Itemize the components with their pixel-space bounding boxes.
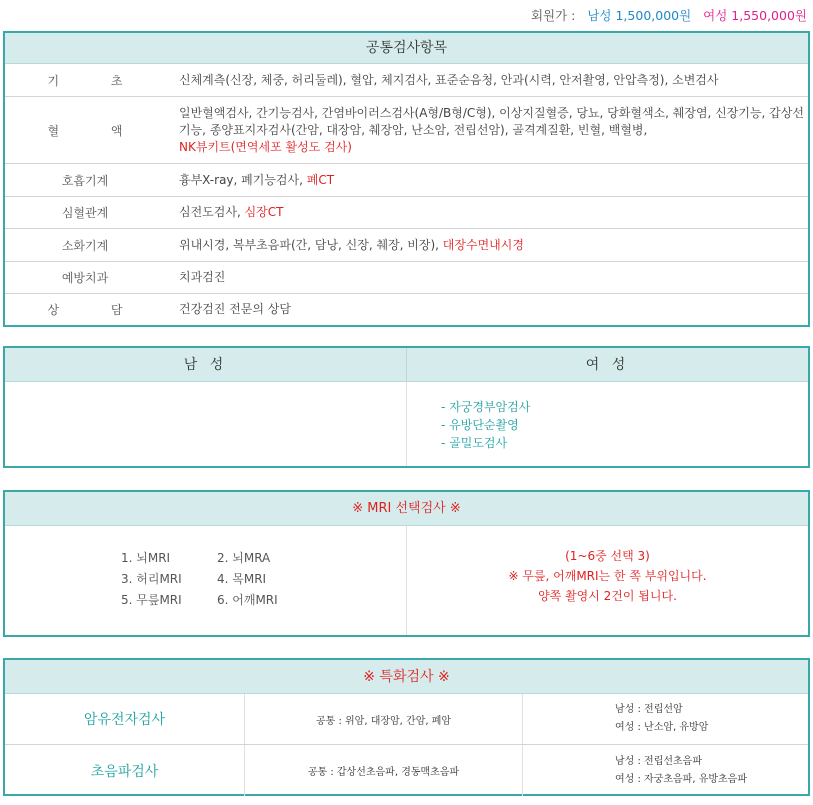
row-text: 위내시경, 복부초음파(간, 담낭, 신장, 췌장, 비장), [179, 237, 443, 252]
mri-title: ※ MRI 선택검사 ※ [5, 492, 808, 526]
table-row [5, 229, 808, 262]
row-text: 일반혈액검사, 간기능검사, 간염바이러스검사(A형/B형/C형), 이상지질혈증, 당뇨, 당화혈색소, 췌장염, 신장기능, 갑상선기능, 종양표지자검사(간암, 대장암, 췌장암, 난소암, 전립선암), 골격계질환, 빈혈, 백혈병, [179, 105, 804, 137]
list-item: - 자궁경부암검사 [441, 400, 531, 414]
list-item: 6. 어깨MRI [217, 593, 278, 607]
special-male: 남성 : 전립선암 [615, 704, 683, 715]
mri-notes [407, 526, 808, 606]
row-value [165, 72, 808, 89]
member-price [531, 6, 807, 24]
female-header: 여 성 [585, 357, 630, 373]
table-row [5, 262, 808, 294]
price-label: 회원가 : [530, 8, 576, 23]
list-item: 4. 목MRI [217, 572, 267, 586]
list-item: - 골밀도검사 [441, 436, 508, 450]
gender-header-row [5, 348, 808, 382]
mri-note: (1~6중 선택 3) [565, 549, 650, 563]
mri-list [5, 526, 406, 609]
row-label: 예방치과 [61, 271, 109, 285]
row-text: 치과검진 [179, 270, 226, 284]
mri-options-table [3, 490, 810, 637]
common-tests-title: 공통검사항목 [5, 33, 808, 64]
row-label: 혈 액 [47, 123, 147, 138]
row-label: 소화기계 [61, 238, 109, 253]
mri-note: ※ 무릎, 어깨MRI는 한 쪽 부위입니다. [508, 569, 707, 583]
mri-note: 양쪽 촬영시 2건이 됩니다. [538, 589, 677, 603]
row-text: 심전도검사, [179, 205, 245, 219]
row-highlight: 심장CT [244, 205, 284, 219]
row-highlight: 대장수면내시경 [442, 237, 524, 252]
mri-body [5, 526, 808, 635]
mri-list-column [5, 526, 407, 635]
special-test-name: 암유전자검사 [5, 694, 245, 744]
male-column [5, 382, 407, 466]
row-label: 심혈관계 [61, 206, 109, 220]
table-row [5, 164, 808, 197]
row-text: 흉부X-ray, 폐기능검사, [179, 172, 307, 187]
special-gender-specific [523, 694, 808, 744]
special-female: 여성 : 난소암, 유방암 [615, 722, 709, 733]
female-price: 여성 1,550,000원 [703, 8, 807, 23]
row-text: 건강검진 전문의 상담 [179, 302, 291, 316]
row-value [165, 237, 808, 254]
special-male: 남성 : 전립선초음파 [615, 755, 703, 767]
list-item: 5. 무릎MRI [121, 593, 182, 607]
mri-notes-column [407, 526, 808, 635]
row-label: 기 초 [47, 73, 147, 88]
list-item: - 유방단순촬영 [441, 418, 519, 432]
table-row [5, 694, 808, 745]
row-label: 상 담 [47, 303, 147, 317]
list-item: 1. 뇌MRI [121, 551, 171, 565]
male-header: 남 성 [5, 348, 407, 381]
common-tests-table [3, 31, 810, 327]
gender-body [5, 382, 808, 466]
list-item: 2. 뇌MRA [217, 551, 271, 565]
special-female: 여성 : 자궁초음파, 유방초음파 [615, 773, 748, 785]
list-item: 3. 허리MRI [121, 572, 182, 586]
special-test-name: 초음파검사 [5, 745, 245, 796]
row-value [165, 301, 808, 318]
row-text: 신체계측(신장, 체중, 허리둘레), 혈압, 체지검사, 표준순음청, 안과(시력, 안저촬영, 안압측정), 소변검사 [179, 72, 719, 87]
special-tests-table [3, 658, 810, 796]
female-column [407, 382, 808, 466]
table-row [5, 64, 808, 97]
row-value [165, 204, 808, 221]
row-highlight: NK뷰키트(면역세포 활성도 검사) [179, 139, 352, 154]
row-value [165, 269, 808, 286]
female-test-list [407, 382, 808, 452]
table-row [5, 745, 808, 796]
male-price: 남성 1,500,000원 [587, 8, 692, 23]
special-gender-specific [523, 745, 808, 796]
row-label: 호흡기계 [61, 173, 109, 188]
row-value [165, 105, 808, 156]
special-common: 공통 : 위암, 대장암, 간암, 폐암 [245, 694, 523, 744]
special-title: ※ 특화검사 ※ [5, 660, 808, 694]
row-highlight: 폐CT [306, 172, 335, 187]
row-value [165, 172, 808, 189]
gender-tests-table [3, 346, 810, 468]
table-row [5, 294, 808, 325]
special-common: 공통 : 갑상선초음파, 경동맥초음파 [245, 745, 523, 796]
table-row [5, 97, 808, 164]
table-row [5, 197, 808, 229]
